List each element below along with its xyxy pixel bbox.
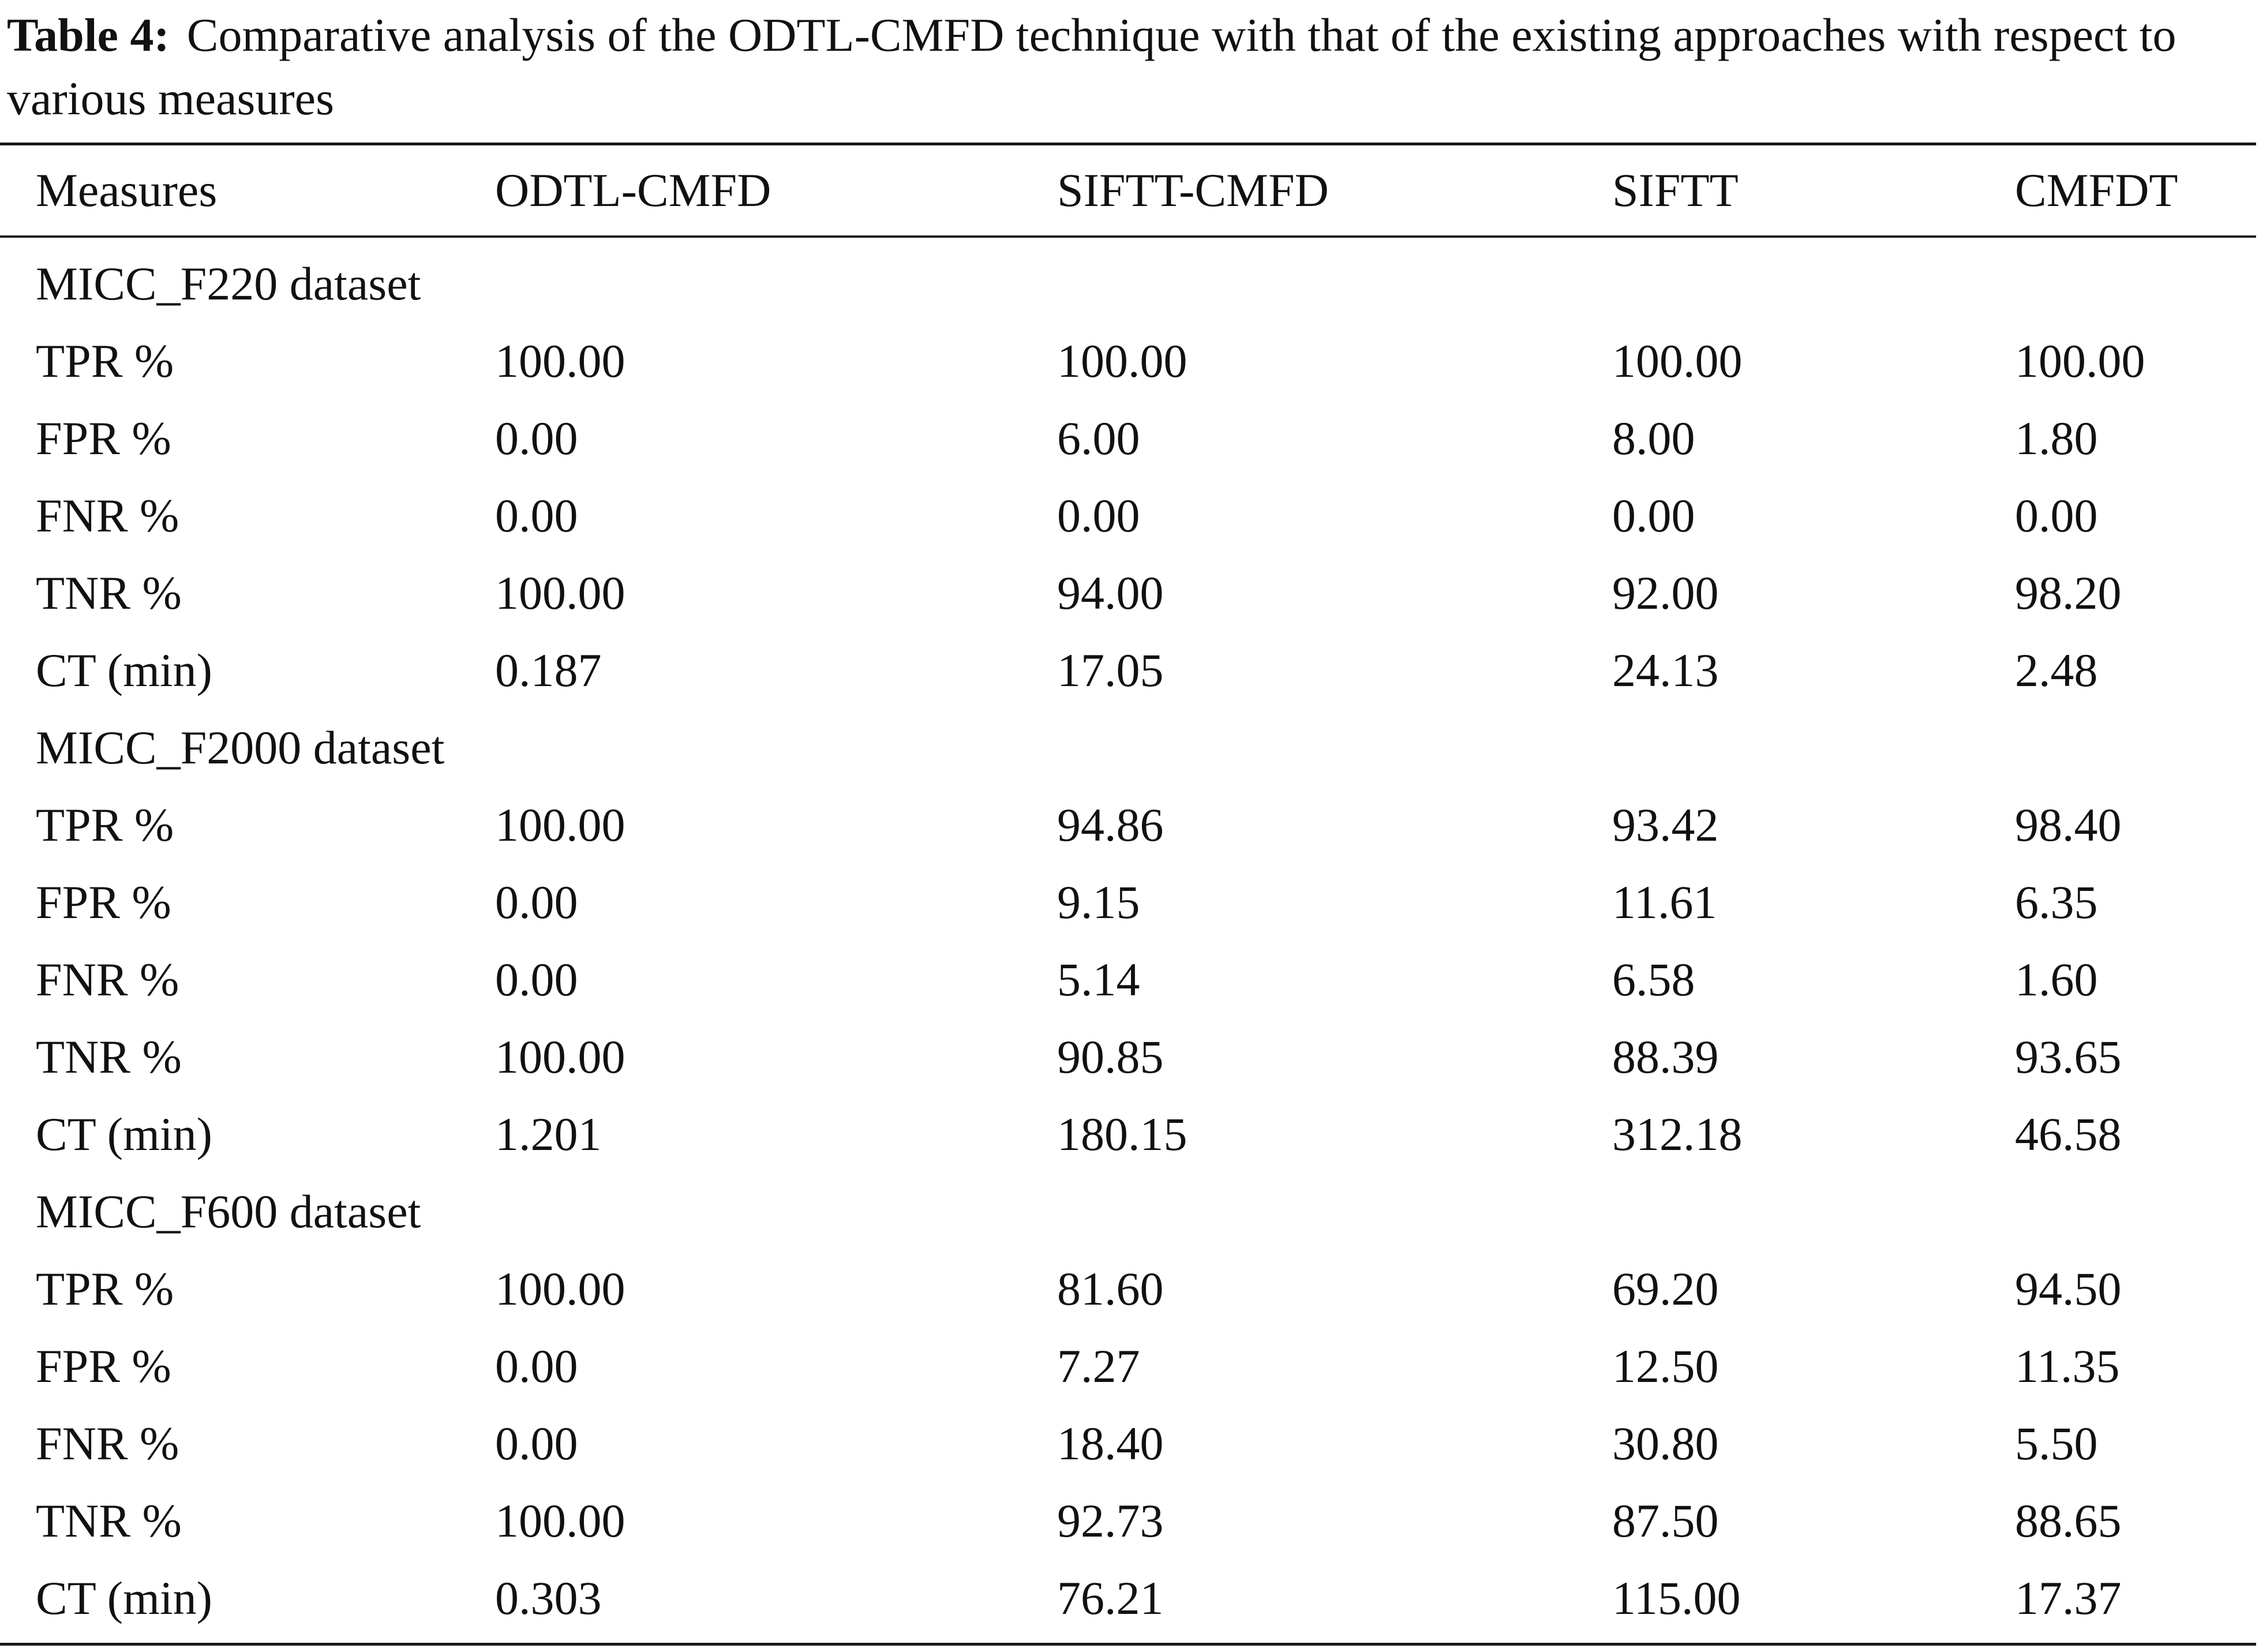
- table-cell: 0.303: [495, 1572, 602, 1624]
- row-measure-label: FPR %: [36, 412, 171, 464]
- row-measure-label: CT (min): [36, 644, 212, 696]
- row-measure-label: FNR %: [36, 489, 179, 542]
- table-cell: 0.00: [495, 953, 578, 1006]
- table-cell: 12.50: [1612, 1340, 1719, 1392]
- table-cell: 5.14: [1057, 953, 1140, 1006]
- section-title: MICC_F600 dataset: [36, 1185, 421, 1238]
- table-cell: 88.65: [2015, 1494, 2122, 1547]
- table-cell: 100.00: [1057, 335, 1187, 387]
- table-cell: 24.13: [1612, 644, 1719, 696]
- table-cell: 76.21: [1057, 1572, 1164, 1624]
- table-cell: 100.00: [495, 1494, 625, 1547]
- row-measure-label: FNR %: [36, 953, 179, 1006]
- table-cell: 180.15: [1057, 1108, 1187, 1160]
- column-header: CMFDT: [2015, 164, 2178, 216]
- table-cell: 94.86: [1057, 799, 1164, 851]
- table-cell: 0.00: [495, 489, 578, 542]
- row-measure-label: TPR %: [36, 1263, 174, 1315]
- table-cell: 100.00: [495, 799, 625, 851]
- table-cell: 6.35: [2015, 876, 2098, 928]
- table-cell: 11.35: [2015, 1340, 2120, 1392]
- row-measure-label: TNR %: [36, 1031, 182, 1083]
- table-cell: 100.00: [495, 1263, 625, 1315]
- table-cell: 69.20: [1612, 1263, 1719, 1315]
- table-cell: 0.187: [495, 644, 602, 696]
- row-measure-label: TPR %: [36, 799, 174, 851]
- table-cell: 46.58: [2015, 1108, 2122, 1160]
- table-caption-label: Table 4:: [7, 9, 170, 61]
- table-cell: 1.201: [495, 1108, 602, 1160]
- section-title: MICC_F2000 dataset: [36, 721, 445, 774]
- row-measure-label: FPR %: [36, 876, 171, 928]
- table-cell: 2.48: [2015, 644, 2098, 696]
- table-cell: 93.65: [2015, 1031, 2122, 1083]
- table-cell: 92.73: [1057, 1494, 1164, 1547]
- row-measure-label: TPR %: [36, 335, 174, 387]
- table-cell: 100.00: [495, 1031, 625, 1083]
- table-cell: 90.85: [1057, 1031, 1164, 1083]
- table-cell: 115.00: [1612, 1572, 1741, 1624]
- table-cell: 0.00: [495, 1417, 578, 1470]
- table-cell: 5.50: [2015, 1417, 2098, 1470]
- column-header: Measures: [36, 164, 218, 216]
- row-measure-label: CT (min): [36, 1572, 212, 1624]
- table-cell: 8.00: [1612, 412, 1695, 464]
- table-cell: 6.58: [1612, 953, 1695, 1006]
- table-cell: 1.80: [2015, 412, 2098, 464]
- section-title: MICC_F220 dataset: [36, 257, 421, 310]
- table-cell: 6.00: [1057, 412, 1140, 464]
- table-cell: 9.15: [1057, 876, 1140, 928]
- table-cell: 100.00: [495, 567, 625, 619]
- table-cell: 30.80: [1612, 1417, 1719, 1470]
- table-cell: 1.60: [2015, 953, 2098, 1006]
- table-cell: 7.27: [1057, 1340, 1140, 1392]
- table-cell: 98.20: [2015, 567, 2122, 619]
- table-cell: 92.00: [1612, 567, 1719, 619]
- row-measure-label: TNR %: [36, 1494, 182, 1547]
- row-measure-label: TNR %: [36, 567, 182, 619]
- row-measure-label: FNR %: [36, 1417, 179, 1470]
- table-cell: 100.00: [1612, 335, 1743, 387]
- table-cell: 81.60: [1057, 1263, 1164, 1315]
- table-cell: 0.00: [2015, 489, 2098, 542]
- table-cell: 17.37: [2015, 1572, 2122, 1624]
- table-cell: 17.05: [1057, 644, 1164, 696]
- table-cell: 98.40: [2015, 799, 2122, 851]
- table-cell: 94.00: [1057, 567, 1164, 619]
- table-cell: 88.39: [1612, 1031, 1719, 1083]
- table-cell: 312.18: [1612, 1108, 1743, 1160]
- column-header: SIFTT: [1612, 164, 1739, 216]
- row-measure-label: CT (min): [36, 1108, 212, 1160]
- table-cell: 100.00: [2015, 335, 2145, 387]
- table-cell: 100.00: [495, 335, 625, 387]
- table-cell: 0.00: [1057, 489, 1140, 542]
- column-header: ODTL-CMFD: [495, 164, 771, 216]
- table-cell: 0.00: [495, 1340, 578, 1392]
- table-cell: 18.40: [1057, 1417, 1164, 1470]
- table-cell: 87.50: [1612, 1494, 1719, 1547]
- table-cell: 93.42: [1612, 799, 1719, 851]
- table-cell: 0.00: [1612, 489, 1695, 542]
- table-cell: 0.00: [495, 412, 578, 464]
- column-header: SIFTT-CMFD: [1057, 164, 1329, 216]
- table-cell: 0.00: [495, 876, 578, 928]
- table-cell: 11.61: [1612, 876, 1717, 928]
- table-cell: 94.50: [2015, 1263, 2122, 1315]
- table-caption-text: Comparative analysis of the ODTL-CMFD technique with that of the existing approaches with respect to various measures: [7, 9, 2176, 125]
- row-measure-label: FPR %: [36, 1340, 171, 1392]
